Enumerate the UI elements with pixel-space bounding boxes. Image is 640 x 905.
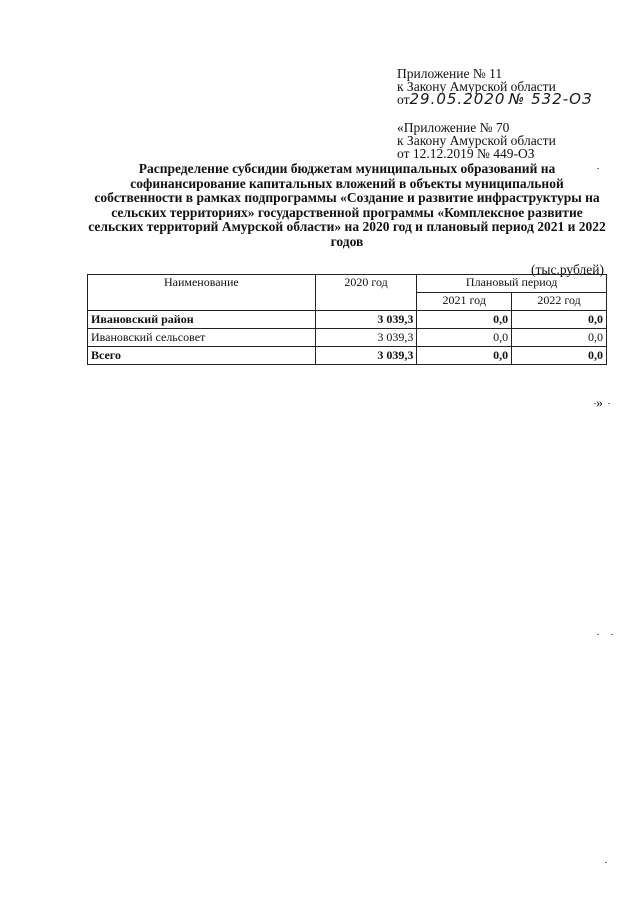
row-name: Ивановский сельсовет: [88, 329, 316, 347]
scan-speck: [594, 403, 596, 404]
appendix-date-line: [397, 90, 593, 108]
closing-quote: »: [596, 396, 603, 411]
appendix-header: [397, 67, 593, 106]
previous-appendix-header: [397, 121, 556, 160]
handwritten-date: 29.05.2020: [409, 90, 506, 108]
scan-speck: [608, 403, 610, 404]
table-row: [88, 311, 607, 329]
previous-appendix-number: «Приложение № 70: [397, 120, 510, 135]
row-2021-value: 0,0: [417, 311, 512, 329]
row-2022-value: 0,0: [512, 347, 607, 365]
header-2022: 2022 год: [512, 293, 607, 311]
handwritten-number: № 532-ОЗ: [508, 90, 593, 108]
scan-speck: [597, 168, 599, 169]
scan-speck: [611, 634, 613, 635]
row-2022-value: 0,0: [512, 329, 607, 347]
appendix-date-prefix: от: [397, 92, 410, 107]
row-2020-value: 3 039,3: [315, 311, 417, 329]
scan-speck: [605, 862, 607, 863]
appendix-law-reference: к Закону Амурской области: [397, 79, 556, 94]
row-2021-value: 0,0: [417, 347, 512, 365]
row-2020-value: 3 039,3: [315, 329, 417, 347]
units-label: (тыс.рублей): [531, 262, 604, 277]
scan-speck: [597, 634, 599, 635]
row-2021-value: 0,0: [417, 329, 512, 347]
row-2022-value: 0,0: [512, 311, 607, 329]
row-name: Всего: [88, 347, 316, 365]
previous-appendix-law-reference: к Закону Амурской области: [397, 133, 556, 148]
document-title: Распределение субсидии бюджетам муниципальных образований на софинансирование капитальных вложений в объекты муниципальной собственности в рамках подпрограммы «Создание и развитие инфраструктуры на сельских территориях» государственной программы «Комплексное развитие сельских территорий Амурской области» на 2020 год и плановый период 2021 и 2022 годов: [88, 161, 606, 249]
row-name: Ивановский район: [88, 311, 316, 329]
subsidy-table: [87, 274, 607, 365]
header-2020: 2020 год: [315, 275, 417, 311]
row-2020-value: 3 039,3: [315, 347, 417, 365]
previous-appendix-date: от 12.12.2019 № 449-ОЗ: [397, 146, 535, 161]
appendix-number: Приложение № 11: [397, 66, 503, 81]
header-planned-period: Плановый период: [417, 275, 607, 293]
table-total-row: [88, 347, 607, 365]
table-row: [88, 329, 607, 347]
header-2021: 2021 год: [417, 293, 512, 311]
table-header-row: [88, 275, 607, 293]
header-name: Наименование: [88, 275, 316, 311]
